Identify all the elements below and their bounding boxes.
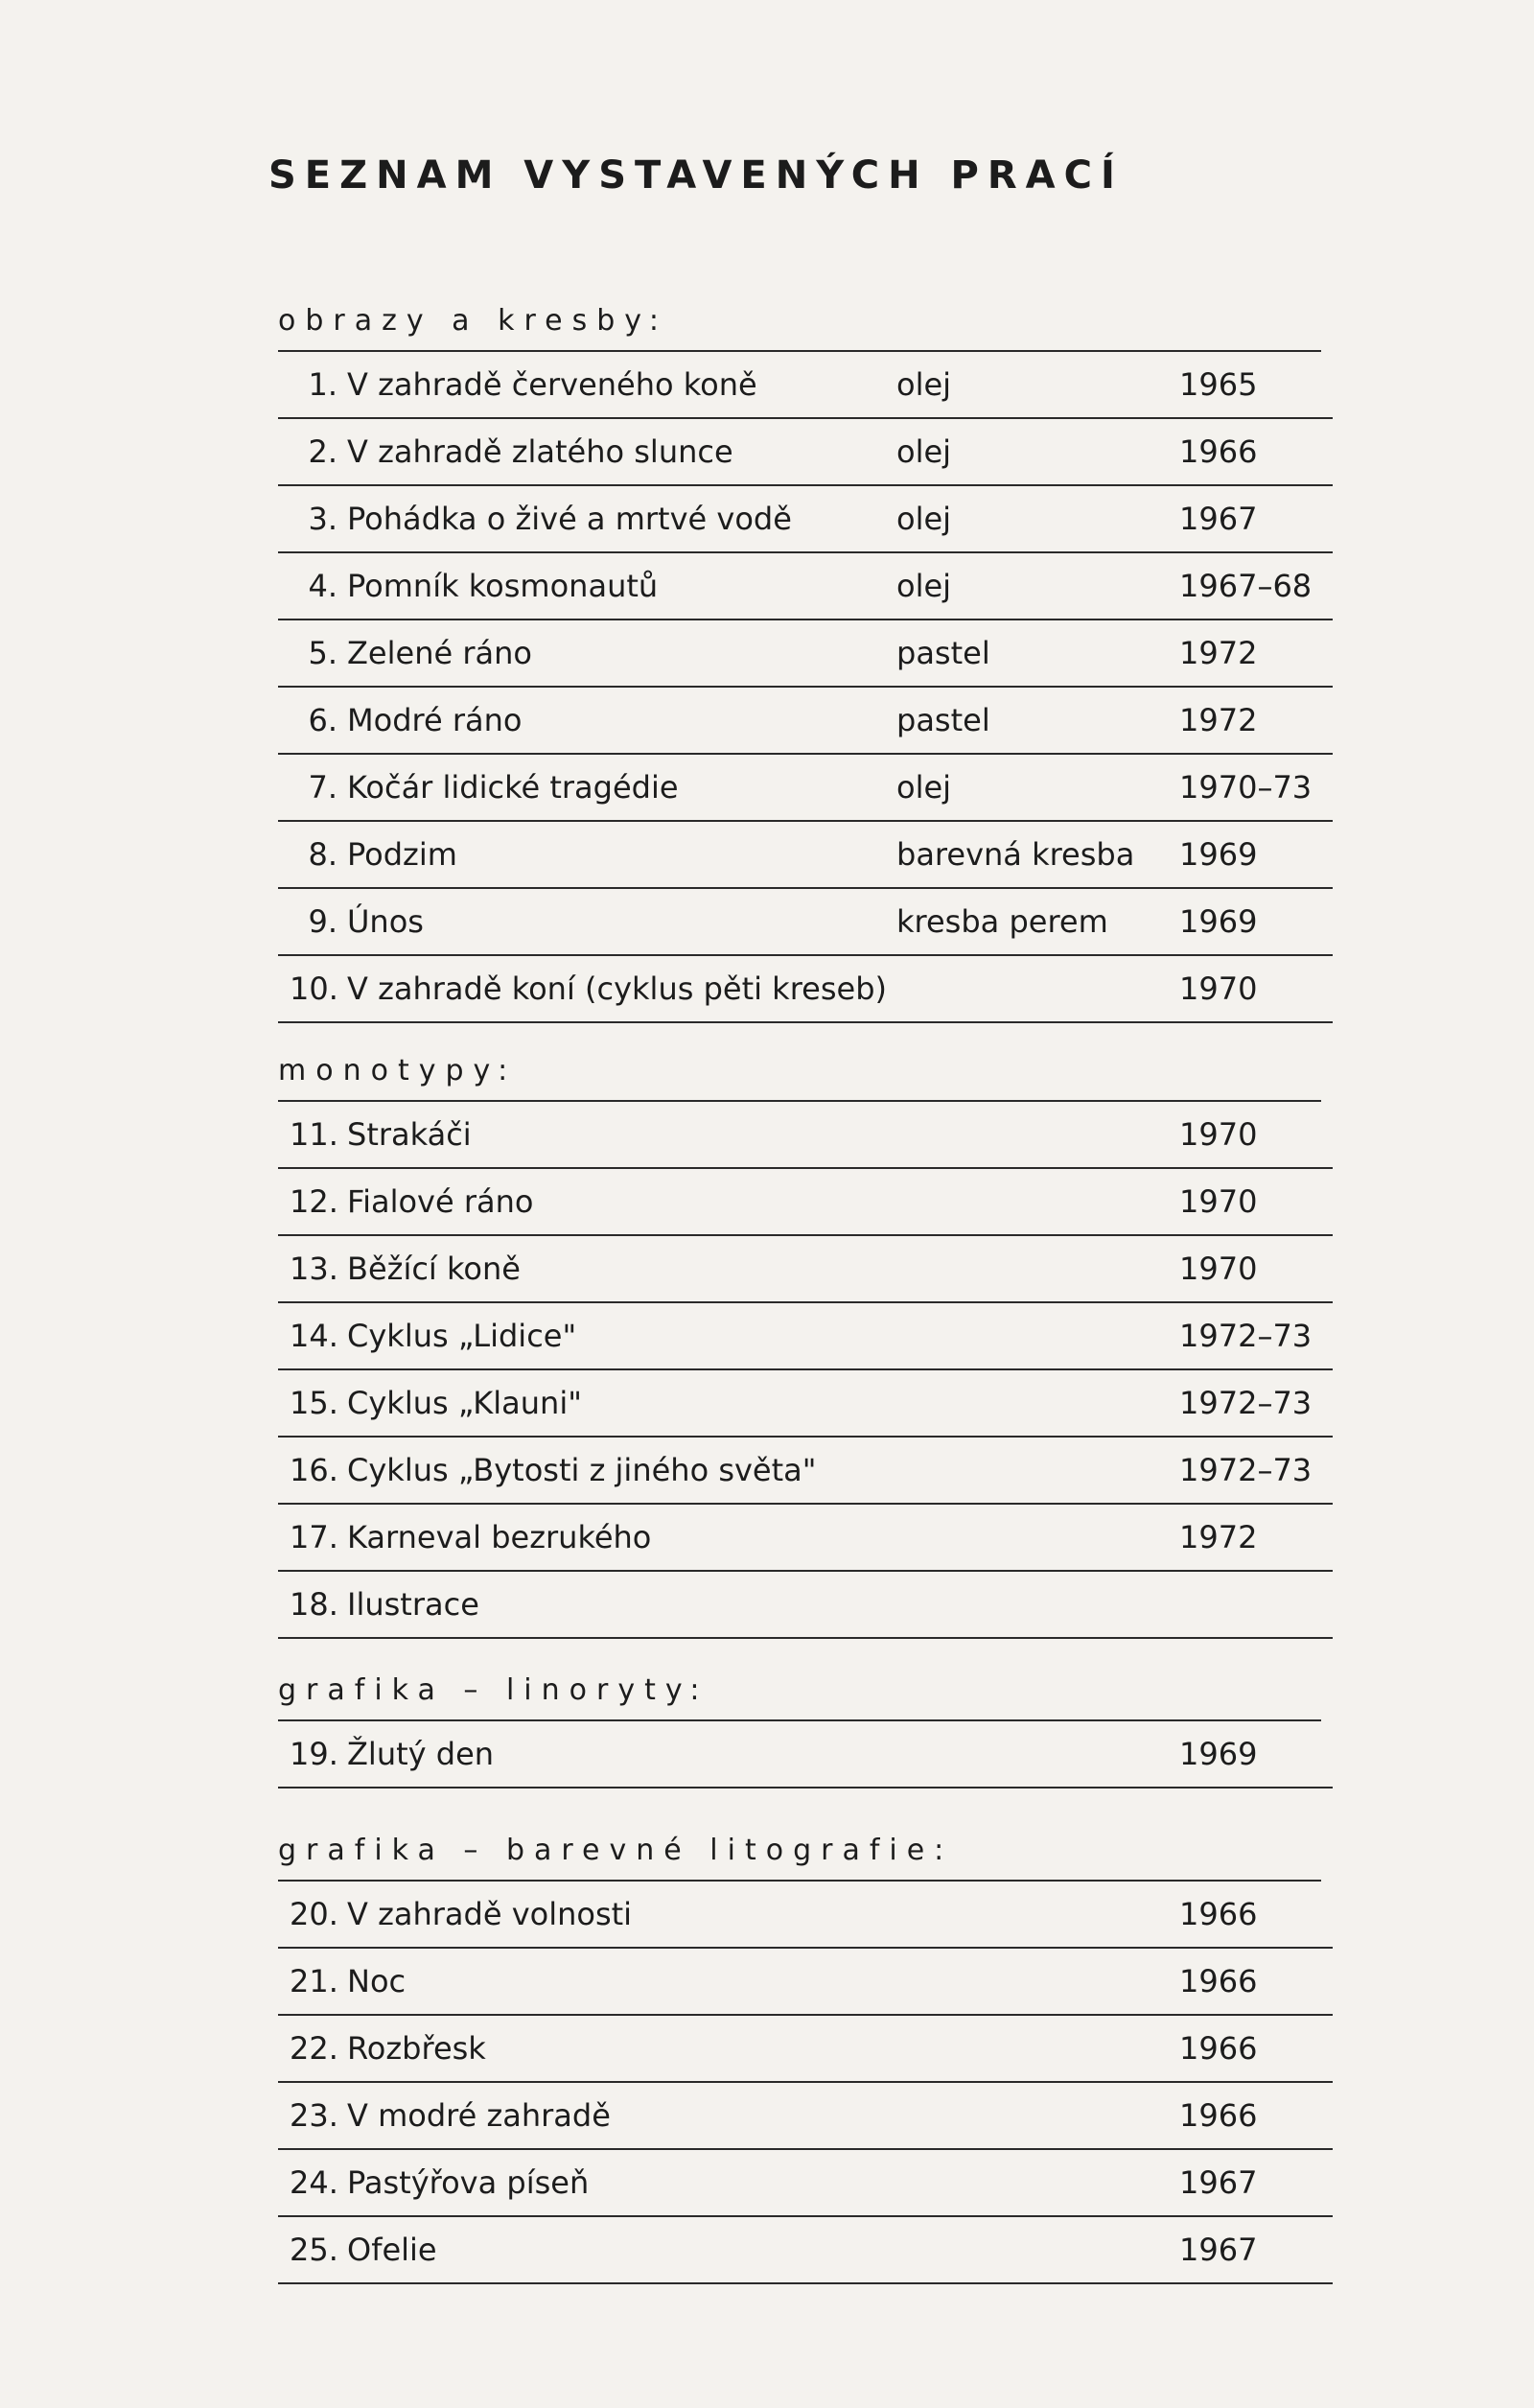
section-heading: grafika – linoryty: [278,1673,709,1707]
list-item: 6. Modré ráno pastel 1972 [278,688,1333,755]
list-item: 3. Pohádka o živé a mrtvé vodě olej 1967 [278,486,1333,553]
list-item: 25. Ofelie 1967 [278,2217,1333,2284]
section-linocuts [278,1662,1333,1788]
section-monotypes [278,1042,1333,1639]
list-item: 21. Noc 1966 [278,1949,1333,2016]
list-item: 16. Cyklus „Bytosti z jiného světa" 1972–73 [278,1438,1333,1505]
list-item: 18. Ilustrace [278,1572,1333,1639]
list-item: 11. Strakáči 1970 [278,1102,1333,1169]
section-paintings-drawings [278,292,1333,1023]
list-item: 19. Žlutý den 1969 [278,1721,1333,1788]
list-item: 17. Karneval bezrukého 1972 [278,1505,1333,1572]
list-item: 7. Kočár lidické tragédie olej 1970–73 [278,755,1333,822]
section-color-lithographs [278,1822,1333,2284]
list-item: 2. V zahradě zlatého slunce olej 1966 [278,419,1333,486]
list-item: 10. V zahradě koní (cyklus pěti kreseb) 1970 [278,956,1333,1023]
list-item: 5. Zelené ráno pastel 1972 [278,620,1333,688]
list-item: 15. Cyklus „Klauni" 1972–73 [278,1370,1333,1438]
list-item: 22. Rozbřesk 1966 [278,2016,1333,2083]
list-item: 23. V modré zahradě 1966 [278,2083,1333,2150]
list-item: 20. V zahradě volnosti 1966 [278,1882,1333,1949]
list-item: 14. Cyklus „Lidice" 1972–73 [278,1303,1333,1370]
section-heading: grafika – barevné litografie: [278,1834,954,1867]
list-item: 8. Podzim barevná kresba 1969 [278,822,1333,889]
list-item: 12. Fialové ráno 1970 [278,1169,1333,1236]
list-item: 24. Pastýřova píseň 1967 [278,2150,1333,2217]
page-title: SEZNAM VYSTAVENÝCH PRACÍ [268,153,1124,198]
section-heading: obrazy a kresby: [278,304,668,338]
section-heading: monotypy: [278,1054,518,1087]
list-item: 4. Pomník kosmonautů olej 1967–68 [278,553,1333,620]
list-item: 9. Únos kresba perem 1969 [278,889,1333,956]
list-item: 13. Běžící koně 1970 [278,1236,1333,1303]
list-item: 1. V zahradě červeného koně olej 1965 [278,352,1333,419]
